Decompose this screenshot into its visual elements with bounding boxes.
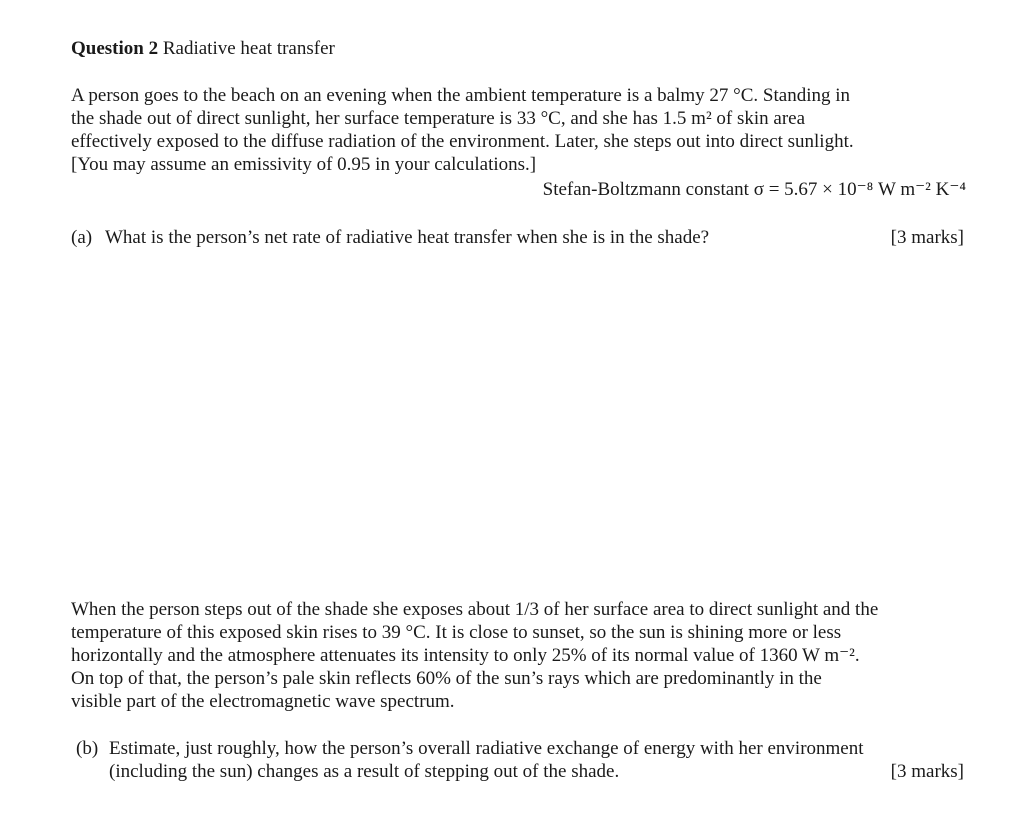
sunlight-paragraph bbox=[71, 598, 971, 713]
stefan-boltzmann-constant: Stefan-Boltzmann constant σ = 5.67 × 10⁻⁸ W m⁻² K⁻⁴ bbox=[542, 179, 966, 200]
intro-line: A person goes to the beach on an evening when the ambient temperature is a balmy 27 °C. Standing in bbox=[71, 85, 851, 106]
intro-paragraph bbox=[71, 84, 971, 176]
part-b-label: (b) bbox=[76, 738, 99, 759]
part-b-question bbox=[109, 737, 864, 783]
intro-line: effectively exposed to the diffuse radiation of the environment. Later, she steps out into direct sunlight. bbox=[71, 131, 854, 152]
part-b-line: Estimate, just roughly, how the person’s overall radiative exchange of energy with her environment bbox=[109, 738, 864, 759]
part-b-marks: [3 marks] bbox=[890, 761, 964, 782]
intro-line: [You may assume an emissivity of 0.95 in your calculations.] bbox=[71, 154, 537, 175]
sunlight-line: temperature of this exposed skin rises to 39 °C. It is close to sunset, so the sun is shining more or less bbox=[71, 622, 842, 643]
part-a-label: (a) bbox=[71, 227, 93, 248]
sunlight-line: When the person steps out of the shade she exposes about 1/3 of her surface area to direct sunlight and the bbox=[71, 599, 879, 620]
intro-line: the shade out of direct sunlight, her surface temperature is 33 °C, and she has 1.5 m² of skin area bbox=[71, 108, 806, 129]
part-a-marks: [3 marks] bbox=[890, 227, 964, 248]
sunlight-line: On top of that, the person’s pale skin reflects 60% of the sun’s rays which are predominantly in the bbox=[71, 668, 822, 689]
part-b-line: (including the sun) changes as a result of stepping out of the shade. bbox=[109, 761, 620, 782]
part-a-question: What is the person’s net rate of radiative heat transfer when she is in the shade? bbox=[105, 227, 710, 248]
sunlight-line: visible part of the electromagnetic wave spectrum. bbox=[71, 691, 455, 712]
question-title: Radiative heat transfer bbox=[162, 38, 335, 59]
question-heading bbox=[71, 37, 335, 61]
sunlight-line: horizontally and the atmosphere attenuates its intensity to only 25% of its normal value of 1360 W m⁻². bbox=[71, 645, 860, 666]
question-number: Question 2 bbox=[71, 38, 159, 59]
